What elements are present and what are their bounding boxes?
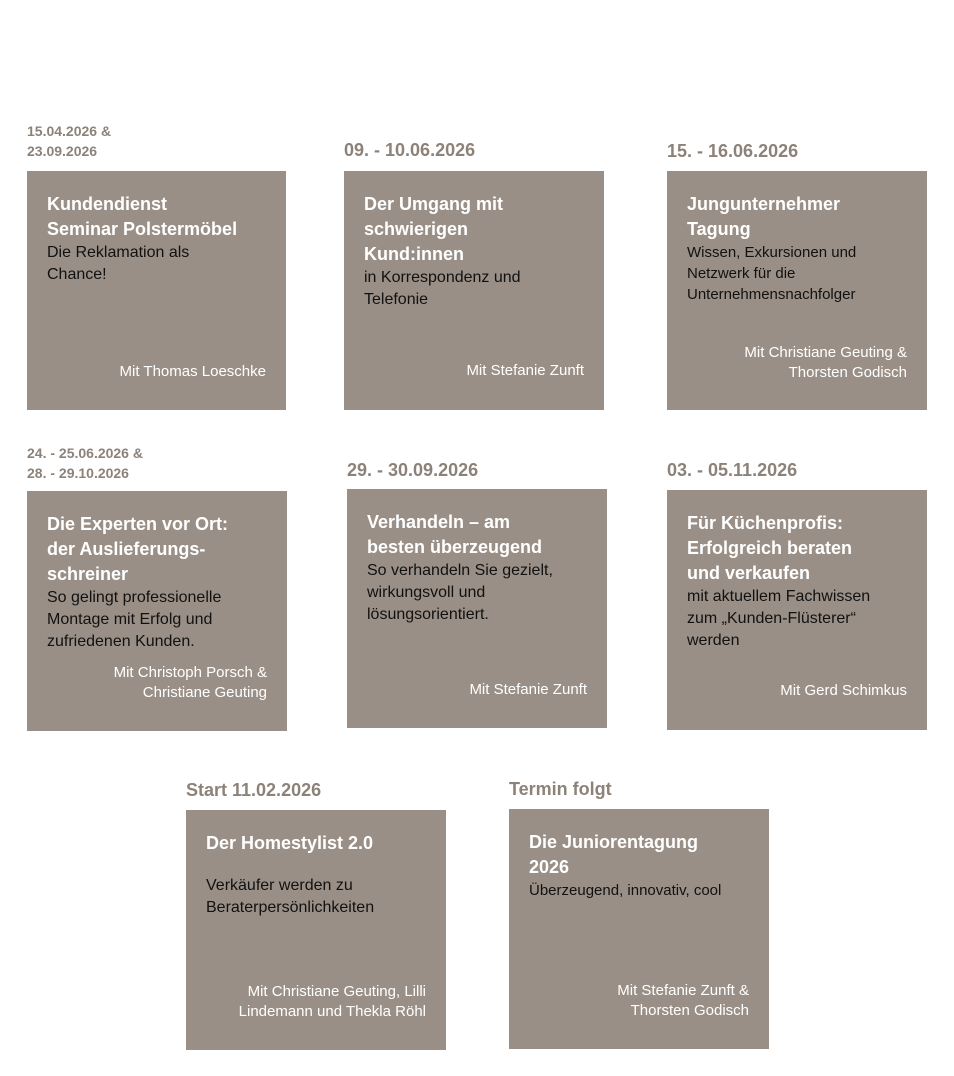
event-card-kuechenprofis[interactable]	[667, 490, 927, 730]
event-date	[347, 460, 478, 480]
event-trainer: Mit Thomas Loeschke	[119, 363, 266, 380]
event-subtitle: So verhandeln Sie gezielt, wirkungsvoll und lösungsorientiert.	[367, 562, 553, 623]
event-trainer: Mit Christoph Porsch & Christiane Geuting	[113, 664, 267, 701]
event-trainer: Mit Stefanie Zunft	[466, 362, 584, 379]
event-subtitle: Überzeugend, innovativ, cool	[529, 882, 722, 899]
event-date	[344, 140, 475, 160]
event-title: Jungunternehmer Tagung	[687, 194, 841, 239]
event-title: Für Küchenprofis: Erfolgreich beraten und verkaufen	[687, 513, 853, 583]
event-date-line: 29. - 30.09.2026	[347, 460, 479, 480]
event-date-line: 15. - 16.06.2026	[667, 141, 799, 161]
event-trainer: Mit Christiane Geuting & Thorsten Godisch	[744, 344, 907, 381]
event-trainer: Mit Gerd Schimkus	[780, 682, 907, 699]
event-subtitle: Wissen, Exkursionen und Netzwerk für die Unternehmensnachfolger	[687, 244, 857, 303]
event-title: Die Juniorentagung 2026	[529, 832, 699, 877]
event-date	[667, 460, 797, 480]
event-trainer: Mit Stefanie Zunft & Thorsten Godisch	[617, 982, 749, 1019]
event-date-line: 09. - 10.06.2026	[344, 140, 476, 160]
event-trainer: Mit Christiane Geuting, Lilli Lindemann und Thekla Röhl	[238, 983, 426, 1020]
event-subtitle: So gelingt professionelle Montage mit Erfolg und zufriedenen Kunden.	[47, 589, 222, 650]
event-card-verhandeln[interactable]	[347, 489, 607, 728]
event-date	[27, 443, 143, 483]
event-date	[27, 121, 111, 161]
event-subtitle: in Korrespondenz und Telefonie	[364, 269, 521, 308]
event-card-experten[interactable]	[27, 491, 287, 731]
event-title: Die Experten vor Ort: der Auslieferungs- schreiner	[47, 514, 229, 584]
event-card-juniorentagung[interactable]	[509, 809, 769, 1049]
event-subtitle: Verkäufer werden zu Beraterpersönlichkeiten	[206, 877, 375, 916]
event-date-line: Start 11.02.2026	[186, 780, 322, 800]
event-date-line: 23.09.2026	[27, 143, 98, 159]
event-date-line: 15.04.2026 &	[27, 123, 112, 139]
event-subtitle: Die Reklamation als Chance!	[47, 244, 190, 283]
event-card-homestylist[interactable]	[186, 810, 446, 1050]
event-date-line: 03. - 05.11.2026	[667, 460, 798, 480]
event-title: Kundendienst Seminar Polstermöbel	[47, 194, 238, 239]
event-date	[667, 141, 798, 161]
event-title: Der Umgang mit schwierigen Kund:innen	[364, 194, 504, 264]
event-title: Der Homestylist 2.0	[206, 833, 374, 853]
event-date-line: 24. - 25.06.2026 &	[27, 445, 143, 461]
event-date	[186, 780, 321, 800]
event-date-line: 28. - 29.10.2026	[27, 465, 129, 481]
event-subtitle: mit aktuellem Fachwissen zum „Kunden-Flüsterer“ werden	[687, 588, 871, 649]
event-title: Verhandeln – am besten überzeugend	[367, 512, 543, 557]
event-trainer: Mit Stefanie Zunft	[469, 681, 587, 698]
event-card-umgang[interactable]	[344, 171, 604, 410]
event-card-kundendienst[interactable]	[27, 171, 286, 410]
event-card-jungunternehmer[interactable]	[667, 171, 927, 410]
event-date-line: Termin folgt	[509, 779, 612, 799]
event-date	[509, 779, 612, 799]
